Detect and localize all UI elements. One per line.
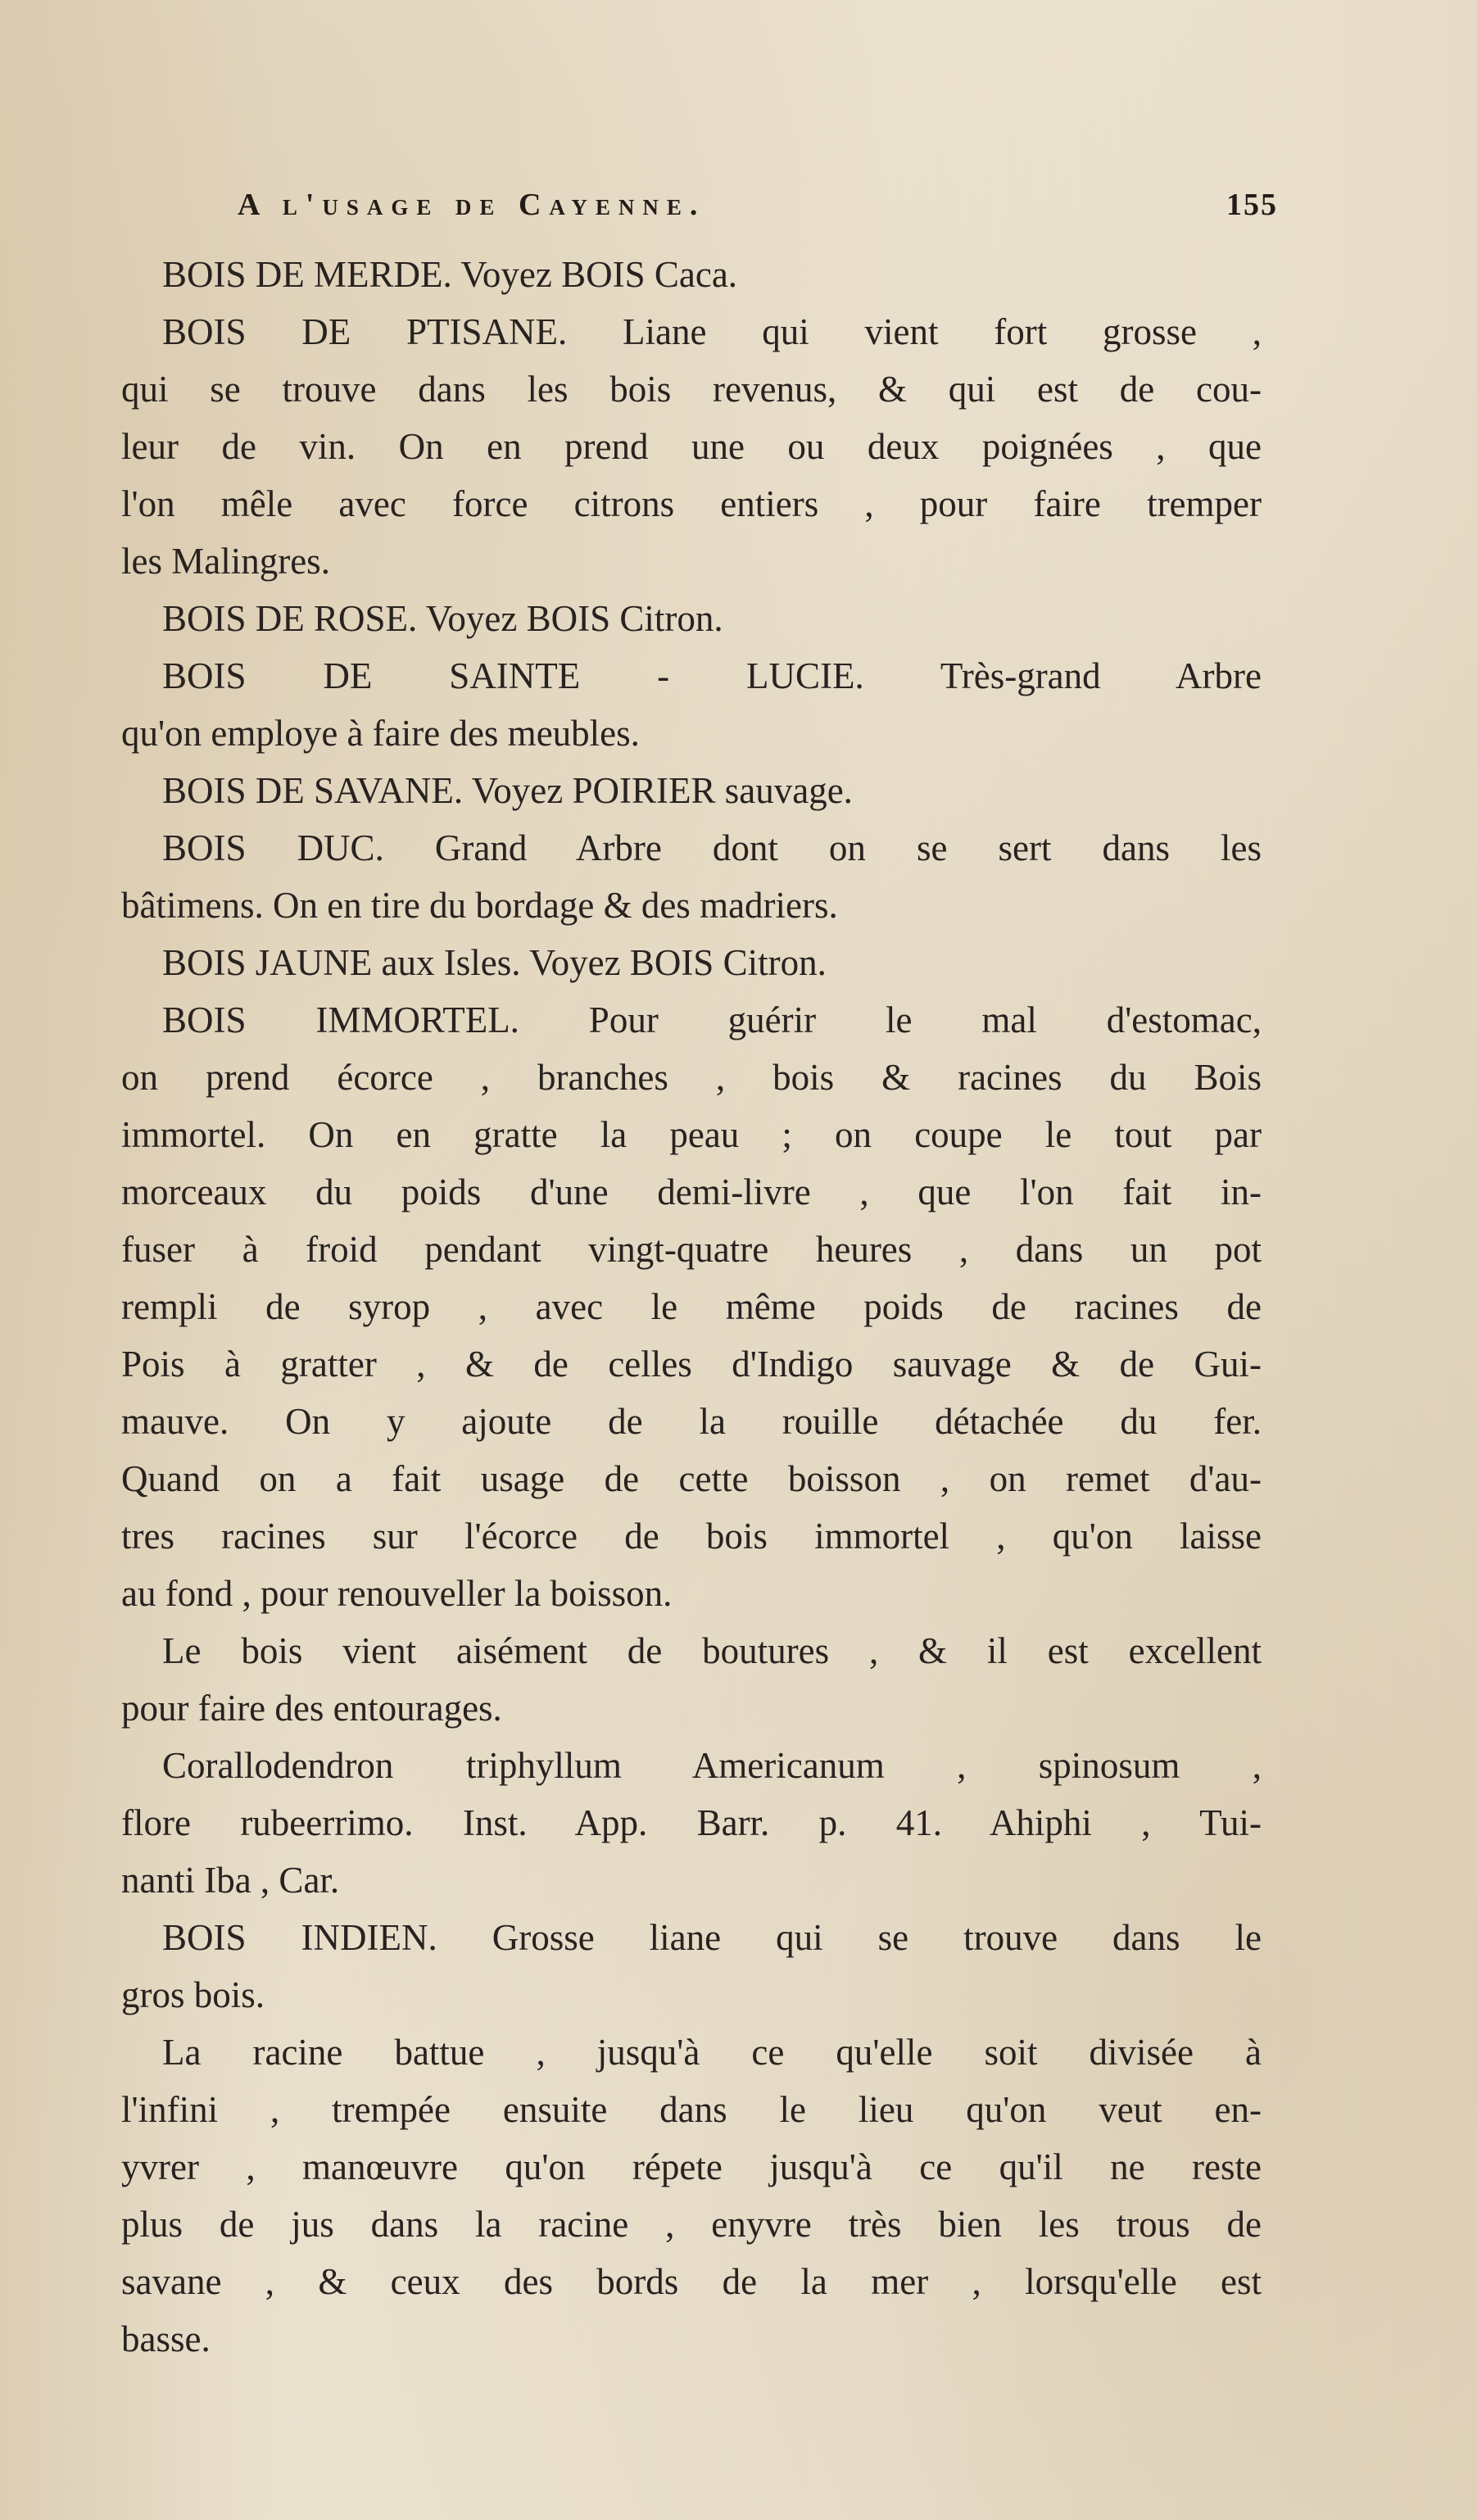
- text-line: bâtimens. On en tire du bordage & des madriers.: [121, 885, 838, 926]
- text-line: basse.: [121, 2318, 211, 2359]
- text-line: leur de vin. On en prend une ou deux poignées , que: [121, 426, 1262, 467]
- text-line: BOIS DE ROSE. Voyez BOIS Citron.: [162, 598, 723, 639]
- text-line: La racine battue , jusqu'à ce qu'elle soit divisée à: [162, 2032, 1262, 2073]
- text-line: on prend écorce , branches , bois & racines du Bois: [121, 1057, 1262, 1098]
- text-line: mauve. On y ajoute de la rouille détachée du fer.: [121, 1401, 1262, 1442]
- text-line: savane , & ceux des bords de la mer , lorsqu'elle est: [121, 2261, 1262, 2302]
- text-line: BOIS IMMORTEL. Pour guérir le mal d'estomac,: [162, 999, 1262, 1040]
- text-body: [121, 246, 1262, 2368]
- running-title: A l'usage de Cayenne.: [238, 188, 706, 222]
- text-line: yvrer , manœuvre qu'on répete jusqu'à ce qu'il ne reste: [121, 2146, 1262, 2187]
- text-line: Pois à gratter , & de celles d'Indigo sauvage & de Gui-: [121, 1344, 1262, 1385]
- text-line: rempli de syrop , avec le même poids de racines de: [121, 1286, 1262, 1327]
- text-line: BOIS INDIEN. Grosse liane qui se trouve dans le: [162, 1917, 1262, 1958]
- text-line: BOIS JAUNE aux Isles. Voyez BOIS Citron.: [162, 942, 827, 983]
- text-line: BOIS DE PTISANE. Liane qui vient fort grosse ,: [162, 311, 1262, 352]
- text-line: plus de jus dans la racine , enyvre très bien les trous de: [121, 2204, 1262, 2245]
- running-header: [238, 187, 1278, 236]
- text-line: fuser à froid pendant vingt-quatre heures , dans un pot: [121, 1229, 1262, 1270]
- text-line: l'on mêle avec force citrons entiers , pour faire tremper: [121, 483, 1262, 524]
- text-line: BOIS DE MERDE. Voyez BOIS Caca.: [162, 254, 738, 295]
- text-line: nanti Iba , Car.: [121, 1860, 340, 1901]
- page-number: 155: [1226, 188, 1278, 222]
- text-line: immortel. On en gratte la peau ; on coupe le tout par: [121, 1114, 1262, 1155]
- text-line: gros bois.: [121, 1974, 265, 2015]
- text-line: qu'on employe à faire des meubles.: [121, 713, 640, 754]
- text-line: au fond , pour renouveller la boisson.: [121, 1573, 673, 1614]
- text-line: flore rubeerrimo. Inst. App. Barr. p. 41. Ahiphi , Tui-: [121, 1802, 1262, 1843]
- text-line: tres racines sur l'écorce de bois immortel , qu'on laisse: [121, 1516, 1262, 1557]
- text-line: BOIS DUC. Grand Arbre dont on se sert dans les: [162, 827, 1262, 868]
- text-line: BOIS DE SAVANE. Voyez POIRIER sauvage.: [162, 770, 853, 811]
- text-line: Le bois vient aisément de boutures , & il est excellent: [162, 1630, 1262, 1671]
- text-line: pour faire des entourages.: [121, 1688, 502, 1729]
- text-line: morceaux du poids d'une demi-livre , que l'on fait in-: [121, 1172, 1262, 1212]
- text-line: Corallodendron triphyllum Americanum , spinosum ,: [162, 1745, 1262, 1786]
- text-line: qui se trouve dans les bois revenus, & qui est de cou-: [121, 369, 1262, 410]
- text-line: BOIS DE SAINTE - LUCIE. Très-grand Arbre: [162, 655, 1262, 696]
- text-line: l'infini , trempée ensuite dans le lieu qu'on veut en-: [121, 2089, 1262, 2130]
- text-line: Quand on a fait usage de cette boisson , on remet d'au-: [121, 1458, 1262, 1499]
- text-line: les Malingres.: [121, 541, 330, 582]
